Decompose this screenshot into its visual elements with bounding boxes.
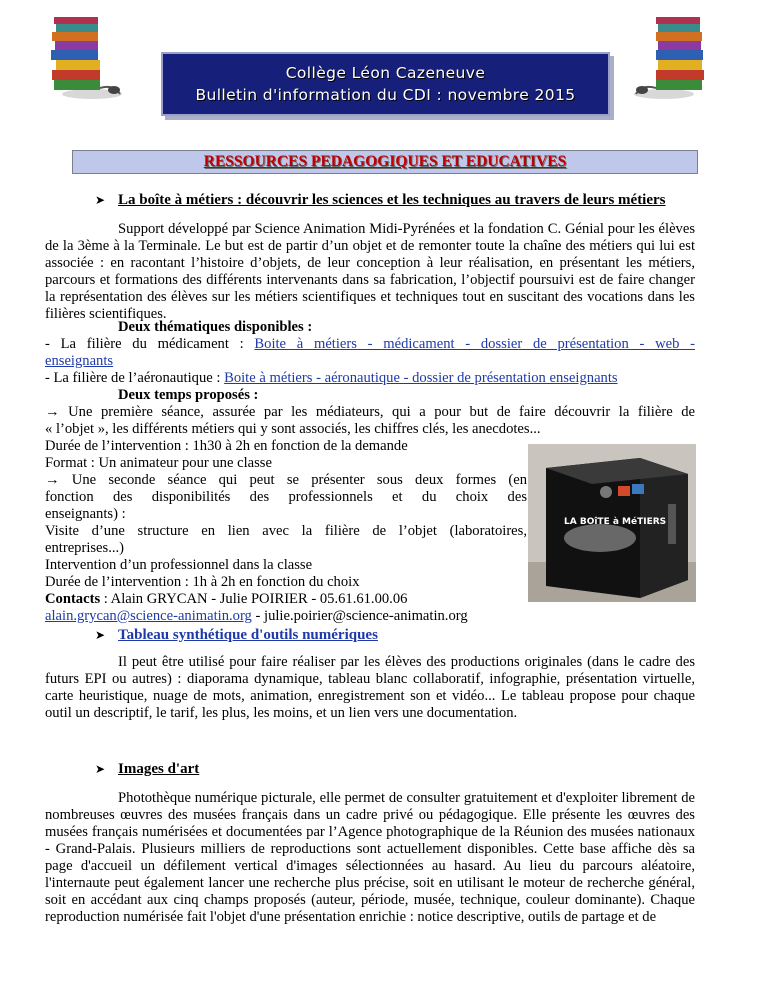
arrow-bullet-icon: ➤: [95, 193, 106, 207]
arrow-bullet-icon: ➤: [95, 762, 106, 776]
contacts-text: : Alain GRYCAN - Julie POIRIER - 05.61.61.00.06: [100, 591, 408, 607]
professional-line: Intervention d’un professionnel dans la classe: [45, 557, 313, 573]
visit-line-b: entreprises...): [45, 540, 125, 556]
themes-heading: Deux thématiques disponibles :: [118, 319, 313, 335]
bulletin-header: [161, 52, 610, 116]
theme1-link-cont[interactable]: enseignants: [45, 353, 114, 369]
time2-line-c: enseignants) :: [45, 506, 126, 522]
duration1: Durée de l’intervention : 1h30 à 2h en fonction de la demande: [45, 438, 408, 454]
photo-caption: LA BOîTE à MéTIERS: [564, 517, 667, 527]
item2-paragraph: [45, 654, 695, 722]
boite-a-metiers-photo: [528, 444, 696, 602]
email-link[interactable]: alain.grycan@science-animatin.org: [45, 608, 252, 624]
theme2-prefix: - La filière de l’aéronautique :: [45, 370, 225, 386]
time1-line-a: → Une première séance, assurée par les médiateurs, qui a pour but de faire découvrir la filière de: [45, 404, 695, 420]
times-heading: Deux temps proposés :: [118, 387, 259, 403]
duration2: Durée de l’intervention : 1h à 2h en fonction du choix: [45, 574, 360, 590]
item3-title: Images d'art: [118, 761, 200, 777]
item2-title-link[interactable]: Tableau synthétique d'outils numériques: [118, 627, 378, 643]
theme1-prefix: - La filière du médicament :: [45, 336, 255, 352]
header-bulletin-title: Bulletin d'information du CDI : novembre 2015: [195, 86, 576, 104]
theme1-line-2: [45, 353, 113, 370]
theme1-line: [45, 336, 695, 353]
time2-line-b: fonction des disponibilités des professionnels et du choix des: [45, 489, 527, 505]
theme2-link[interactable]: Boite à métiers - aéronautique - dossier de présentation enseignants: [224, 370, 618, 386]
item2-text: Il peut être utilisé pour faire réaliser par les élèves des productions originales (dans le cadre des futurs EPI ou autres) : diaporama dynamique, tableau blanc collaboratif, infographie, présentation virtuelle, carte heuristique, nuage de mots, animation, enregistrement son et vidéo... Le tableau propose pour chaque outil un descriptif, le tarif, les plus, les moins, et un lien vers une documentation.: [45, 654, 695, 721]
arrow-bullet-icon: ➤: [95, 628, 106, 642]
header-school-name: Collège Léon Cazeneuve: [285, 64, 486, 82]
item1-title: La boîte à métiers : découvrir les sciences et les techniques au travers de leurs métiers: [118, 192, 666, 208]
visit-line-a: Visite d’une structure en lien avec la filière de l’objet (laboratoires,: [45, 523, 527, 539]
item1-intro: Support développé par Science Animation Midi-Pyrénées et la fondation C. Génial pour les élèves de la 3ème à la Terminale. Le but est de partir d’un objet et de remonter toute la chaîne des métiers qui lui est associée : en racontant l’histoire d’objets, de leur conception à leur réalisation, en présentant les métiers, parcours et formations des différents intervenants dans sa fabrication, l’objectif poursuivi est de faire changer la représentation des élèves sur les métiers scientifiques et techniques tout en suscitant des vocations dans les filières scientifiques.: [45, 221, 695, 322]
emails-line: [45, 608, 468, 625]
contacts-line: [45, 591, 407, 608]
format: Format : Un animateur pour une classe: [45, 455, 272, 471]
theme2-line: [45, 370, 618, 387]
section-title-bar: [72, 150, 698, 174]
email2-text: - julie.poirier@science-animatin.org: [251, 608, 468, 624]
item3-text: Photothèque numérique picturale, elle permet de consulter gratuitement et d'exploiter librement de nombreuses œuvres des musées français dans un cadre privé ou pédagogique. Elle présente les œuvres des musées français numérisées et documentées par l’Agence photographique de la Réunion des musées nationaux - Grand-Palais. Plusieurs milliers de reproductions sont actuellement disponibles. Cette base affiche dès sa page d'accueil un défilement vertical d'images sélectionnées au hasard. Au lieu du parcours aléatoire, l'internaute peut également lancer une recherche plus précise, soit en utilisant le moteur de recherche général, soit en accédant aux cinq champs proposés (auteur, période, musée, technique, couleur dominante). Chaque reproduction numérisée fait l'objet d'une présentation enrichie : notice descriptive, outils de partage et de: [45, 790, 695, 925]
contacts-label: Contacts: [45, 591, 101, 607]
time2-line-a: → Une seconde séance qui peut se présenter sous deux formes (en: [45, 472, 527, 488]
books-stack-left-icon: [34, 14, 124, 100]
time1-line-b: « l’objet », les différents métiers qui y sont associés, les chiffres clés, les anecdotes...: [45, 421, 541, 437]
section-title: RESSOURCES PEDAGOGIQUES ET EDUCATIVES: [203, 153, 567, 170]
item3-paragraph: [45, 790, 695, 926]
books-stack-right-icon: [632, 14, 722, 100]
theme1-link[interactable]: Boite à métiers - médicament - dossier de présentation - web -: [254, 336, 695, 352]
item1-intro-paragraph: [45, 221, 695, 323]
